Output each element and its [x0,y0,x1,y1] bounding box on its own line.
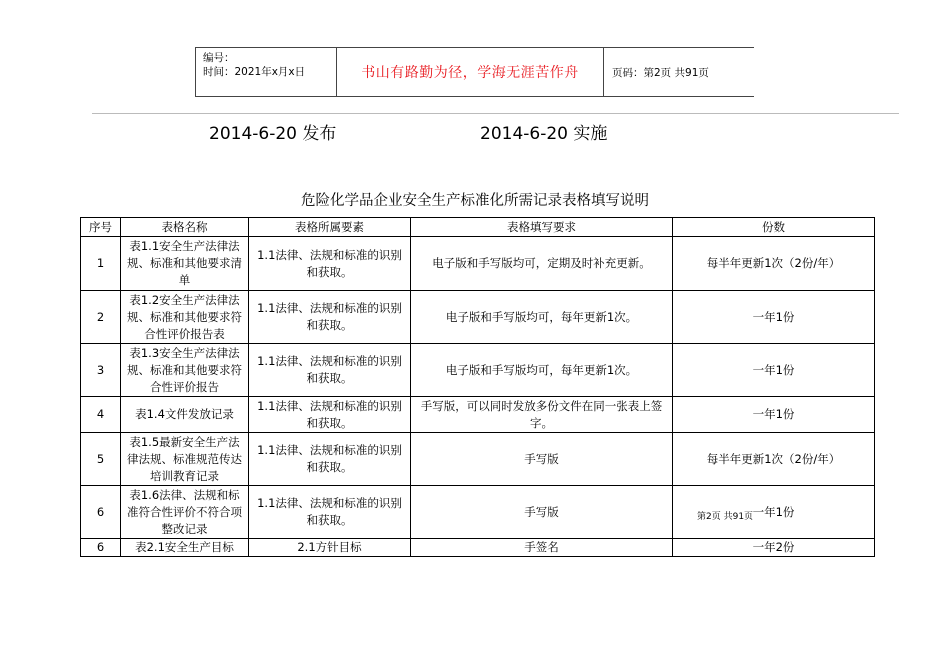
cell-copies: 一年1份 [673,397,875,433]
cell-requirement: 电子版和手写版均可，定期及时补充更新。 [411,237,673,291]
footer-page-number: 第2页 共91页 [697,512,754,522]
document-number-label: 编号： [203,52,235,64]
table-row [81,486,875,539]
header-motto: 书山有路勤为径，学海无涯苦作舟 [337,48,604,96]
table-header-row [81,218,875,237]
header-divider [92,113,899,114]
cell-element: 1.1法律、法规和标准的识别和获取。 [249,486,411,539]
cell-requirement: 手签名 [411,539,673,557]
header-requirement: 表格填写要求 [411,218,673,237]
cell-index: 3 [81,344,121,397]
table-row [81,291,875,344]
table-row [81,539,875,557]
cell-element: 1.1法律、法规和标准的识别和获取。 [249,237,411,291]
records-table [80,217,875,557]
cell-index: 6 [81,539,121,557]
header-form-name: 表格名称 [121,218,249,237]
cell-element: 1.1法律、法规和标准的识别和获取。 [249,433,411,486]
header-index: 序号 [81,218,121,237]
cell-index: 5 [81,433,121,486]
cell-index: 1 [81,237,121,291]
cell-copies: 每半年更新1次（2份/年） [673,237,875,291]
cell-requirement: 手写版 [411,486,673,539]
cell-copies: 一年1份 [673,344,875,397]
cell-form-name: 表1.2安全生产法律法规、标准和其他要求符合性评价报告表 [121,291,249,344]
cell-copies: 每半年更新1次（2份/年） [673,433,875,486]
cell-copies: 一年1份 [673,291,875,344]
table-row [81,237,875,291]
cell-form-name: 表1.1安全生产法律法规、标准和其他要求清单 [121,237,249,291]
cell-form-name: 表1.6法律、法规和标准符合性评价不符合项整改记录 [121,486,249,539]
cell-element: 2.1方针目标 [249,539,411,557]
cell-form-name: 表1.3安全生产法律法规、标准和其他要求符合性评价报告 [121,344,249,397]
cell-copies: 一年2份 [673,539,875,557]
publish-date: 2014-6-20 发布 [209,124,337,144]
cell-index: 2 [81,291,121,344]
cell-form-name: 表1.4文件发放记录 [121,397,249,433]
table-row [81,344,875,397]
header-meta-cell [195,48,337,96]
document-header [195,47,754,97]
header-element: 表格所属要素 [249,218,411,237]
cell-requirement: 手写版，可以同时发放多份文件在同一张表上签字。 [411,397,673,433]
implement-date: 2014-6-20 实施 [480,124,608,144]
cell-element: 1.1法律、法规和标准的识别和获取。 [249,397,411,433]
cell-requirement: 电子版和手写版均可，每年更新1次。 [411,291,673,344]
cell-element: 1.1法律、法规和标准的识别和获取。 [249,344,411,397]
document-time-label: 时间：2021年x月x日 [203,66,306,78]
cell-copies: 一年1份 [673,486,875,539]
cell-form-name: 表1.5最新安全生产法律法规、标准规范传达培训教育记录 [121,433,249,486]
cell-index: 6 [81,486,121,539]
cell-requirement: 手写版 [411,433,673,486]
header-copies: 份数 [673,218,875,237]
cell-requirement: 电子版和手写版均可，每年更新1次。 [411,344,673,397]
document-title: 危险化学品企业安全生产标准化所需记录表格填写说明 [301,193,649,209]
cell-element: 1.1法律、法规和标准的识别和获取。 [249,291,411,344]
table-row [81,397,875,433]
table-row [81,433,875,486]
cell-form-name: 表2.1安全生产目标 [121,539,249,557]
cell-index: 4 [81,397,121,433]
header-page-number: 页码：第2页 共91页 [612,66,709,79]
